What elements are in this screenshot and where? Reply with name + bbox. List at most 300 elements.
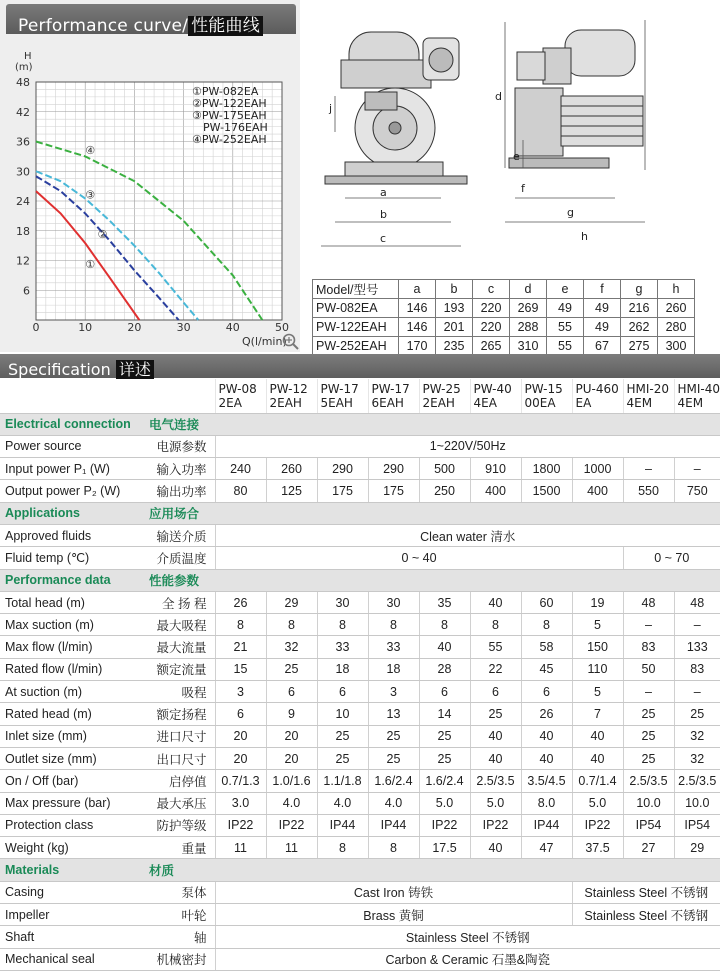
specification-header	[0, 354, 720, 378]
performance-row	[0, 770, 720, 792]
model-header-row	[0, 379, 720, 413]
dim-header: a	[399, 280, 436, 299]
row-label-cn: 最大吸程	[145, 614, 215, 636]
dim-value-cell: 55	[547, 337, 584, 356]
row-label-cn: 最大流量	[145, 636, 215, 658]
row-label-cn: 电源参数	[145, 435, 215, 457]
value-cell: 8	[419, 614, 470, 636]
section-title-en: Materials	[0, 859, 145, 881]
dim-label-f: f	[521, 182, 525, 195]
model-name	[572, 379, 623, 413]
value-cell: 25	[317, 725, 368, 747]
section-title-en: Applications	[0, 502, 145, 524]
value-cell: IP44	[521, 814, 572, 836]
row-label-en: Weight (kg)	[0, 837, 145, 859]
dim-value-cell: 170	[399, 337, 436, 356]
dim-value-cell: 220	[473, 318, 510, 337]
model-name	[266, 379, 317, 413]
value-cell: 6	[521, 681, 572, 703]
dim-label-j: j	[329, 102, 333, 115]
value-cell: 4.0	[317, 792, 368, 814]
value-cell: IP54	[623, 814, 674, 836]
dim-value-cell: 265	[473, 337, 510, 356]
value-cell: 1.6/2.4	[419, 770, 470, 792]
x-tick-label: 10	[78, 321, 93, 334]
value-cell: 4.0	[368, 792, 419, 814]
value-cell: 2.5/3.5	[674, 770, 720, 792]
pump-front-view	[325, 32, 467, 184]
dim-value-cell: 49	[547, 299, 584, 318]
value-cell: 125	[266, 480, 317, 502]
series-marker-label: ①	[85, 257, 96, 271]
section-fill	[215, 502, 720, 524]
value-cell: 33	[368, 636, 419, 658]
performance-row	[0, 591, 720, 613]
value-cell: IP44	[368, 814, 419, 836]
spec-title-en: Specification	[8, 360, 111, 379]
value-cell: 32	[266, 636, 317, 658]
row-label-en: Rated flow (l/min)	[0, 658, 145, 680]
legend-entry: ①PW-082EA	[192, 85, 259, 98]
value-cell: 83	[674, 658, 720, 680]
value-cell: 25	[419, 747, 470, 769]
x-axis-ticks	[33, 321, 290, 334]
shaft-row	[0, 926, 720, 948]
dim-value-cell: 220	[473, 299, 510, 318]
value-cell: 6	[317, 681, 368, 703]
row-label-en: At suction (m)	[0, 681, 145, 703]
value-cell: Stainless Steel 不锈钢	[572, 904, 720, 926]
spec-title-cn: 详述	[116, 360, 154, 379]
value-cell: 1~220V/50Hz	[215, 435, 720, 457]
value-cell: 18	[317, 658, 368, 680]
model-name	[521, 379, 572, 413]
value-cell: 48	[623, 591, 674, 613]
row-label-cn: 进口尺寸	[145, 725, 215, 747]
value-cell: 29	[266, 591, 317, 613]
dim-value-cell: 280	[658, 318, 695, 337]
value-cell: 8	[266, 614, 317, 636]
section-title-cn: 应用场合	[145, 502, 215, 524]
value-cell: 550	[623, 480, 674, 502]
dim-label-e: e	[513, 150, 520, 163]
y-tick-label: 6	[23, 284, 30, 298]
value-cell: 26	[521, 703, 572, 725]
value-cell: 10	[317, 703, 368, 725]
value-cell: Brass 黄铜	[215, 904, 572, 926]
value-cell: IP22	[572, 814, 623, 836]
model-name-text: PW-175EAH	[320, 381, 359, 410]
y-tick-label: 30	[16, 165, 30, 179]
power-source-row	[0, 435, 720, 457]
value-cell: 750	[674, 480, 720, 502]
value-cell: IP22	[215, 814, 266, 836]
row-label-cn: 出口尺寸	[145, 747, 215, 769]
value-cell: 35	[419, 591, 470, 613]
value-cell: 3.0	[215, 792, 266, 814]
section-title-en: Performance data	[0, 569, 145, 591]
value-cell: 32	[674, 725, 720, 747]
row-label-en: Rated head (m)	[0, 703, 145, 725]
value-cell: Clean water 清水	[215, 524, 720, 546]
value-cell: 2.5/3.5	[470, 770, 521, 792]
x-tick-label: 30	[176, 321, 191, 334]
value-cell: 40	[470, 591, 521, 613]
dim-value-cell: 235	[436, 337, 473, 356]
value-cell: 21	[215, 636, 266, 658]
performance-row	[0, 837, 720, 859]
value-cell: 2.5/3.5	[623, 770, 674, 792]
value-cell: IP44	[317, 814, 368, 836]
value-cell: 25	[623, 725, 674, 747]
dim-header: f	[584, 280, 621, 299]
value-cell: 40	[470, 747, 521, 769]
value-cell: 37.5	[572, 837, 623, 859]
row-label-en: Protection class	[0, 814, 145, 836]
dim-value-cell: 260	[658, 299, 695, 318]
value-cell: 0 ~ 40	[215, 547, 623, 569]
dim-header: h	[658, 280, 695, 299]
value-cell: 25	[623, 747, 674, 769]
legend-entry: ④PW-252EAH	[192, 133, 267, 146]
y-tick-label: 18	[16, 224, 30, 238]
value-cell: 25	[470, 703, 521, 725]
dim-label-h: h	[581, 230, 588, 243]
value-cell: 400	[572, 480, 623, 502]
value-cell: 133	[674, 636, 720, 658]
performance-row	[0, 703, 720, 725]
row-label-en: Output power P₂ (W)	[0, 480, 145, 502]
value-cell: 3	[215, 681, 266, 703]
value-cell: 8	[368, 837, 419, 859]
x-tick-label: 40	[225, 321, 240, 334]
performance-row	[0, 636, 720, 658]
value-cell: –	[623, 614, 674, 636]
row-label-cn: 全 扬 程	[145, 591, 215, 613]
value-cell: 83	[623, 636, 674, 658]
row-label-cn: 轴	[145, 926, 215, 948]
value-cell: 175	[317, 480, 368, 502]
model-name	[215, 379, 266, 413]
dim-header-model: Model/型号	[313, 280, 399, 299]
value-cell: 40	[572, 725, 623, 747]
value-cell: 40	[521, 725, 572, 747]
y-axis-ticks	[16, 76, 30, 297]
value-cell: 8	[317, 837, 368, 859]
value-cell: 3.5/4.5	[521, 770, 572, 792]
model-name	[470, 379, 521, 413]
value-cell: 17.5	[419, 837, 470, 859]
approved-fluids-row	[0, 524, 720, 546]
row-label-cn: 额定扬程	[145, 703, 215, 725]
value-cell: –	[674, 681, 720, 703]
value-cell: Carbon & Ceramic 石墨&陶瓷	[215, 948, 720, 970]
value-cell: 11	[266, 837, 317, 859]
model-name	[674, 379, 720, 413]
value-cell: 10.0	[623, 792, 674, 814]
row-label-cn: 泵体	[145, 881, 215, 903]
row-label-en: Shaft	[0, 926, 145, 948]
value-cell: 1000	[572, 458, 623, 480]
value-cell: 25	[419, 725, 470, 747]
dim-value-cell: 216	[621, 299, 658, 318]
value-cell: 5	[572, 614, 623, 636]
header-blank	[0, 379, 215, 413]
row-label-en: Outlet size (mm)	[0, 747, 145, 769]
value-cell: 25	[674, 703, 720, 725]
value-cell: 45	[521, 658, 572, 680]
row-label-en: Power source	[0, 435, 145, 457]
dim-header: d	[510, 280, 547, 299]
performance-row	[0, 658, 720, 680]
section-row-applications	[0, 502, 720, 524]
value-cell: 18	[368, 658, 419, 680]
value-cell: 30	[317, 591, 368, 613]
value-cell: 80	[215, 480, 266, 502]
section-row-materials	[0, 859, 720, 881]
value-cell: 40	[470, 725, 521, 747]
dim-value-cell: 275	[621, 337, 658, 356]
section-row-performance	[0, 569, 720, 591]
section-fill	[215, 569, 720, 591]
dim-value-cell: 146	[399, 299, 436, 318]
value-cell: 25	[368, 725, 419, 747]
row-label-en: Fluid temp (℃)	[0, 547, 145, 569]
value-cell: 0.7/1.4	[572, 770, 623, 792]
legend-entry: PW-176EAH	[203, 121, 268, 134]
value-cell: 55	[470, 636, 521, 658]
row-label-en: Approved fluids	[0, 524, 145, 546]
section-title-en: Electrical connection	[0, 413, 145, 435]
model-name	[368, 379, 419, 413]
value-cell: 1.6/2.4	[368, 770, 419, 792]
row-label-en: Max suction (m)	[0, 614, 145, 636]
dim-value-cell: 55	[547, 318, 584, 337]
dim-value-cell: 49	[584, 318, 621, 337]
model-name-text: PW-252EAH	[422, 381, 461, 410]
value-cell: –	[674, 458, 720, 480]
value-cell: –	[674, 614, 720, 636]
dim-value-cell: 67	[584, 337, 621, 356]
value-cell: 25	[317, 747, 368, 769]
value-cell: –	[623, 458, 674, 480]
value-cell: 40	[419, 636, 470, 658]
value-cell: 10.0	[674, 792, 720, 814]
model-name	[317, 379, 368, 413]
curve-title-cn: 性能曲线	[188, 16, 263, 36]
row-label-en: Mechanical seal	[0, 948, 145, 970]
value-cell: 40	[572, 747, 623, 769]
value-cell: 14	[419, 703, 470, 725]
value-cell: 1.0/1.6	[266, 770, 317, 792]
dim-label-c: c	[380, 232, 387, 245]
value-cell: 25	[623, 703, 674, 725]
row-label-en: Max pressure (bar)	[0, 792, 145, 814]
value-cell: 9	[266, 703, 317, 725]
value-cell: 33	[317, 636, 368, 658]
value-cell: IP22	[419, 814, 470, 836]
value-cell: 7	[572, 703, 623, 725]
dim-label-a: a	[380, 186, 387, 199]
value-cell: 25	[266, 658, 317, 680]
value-cell: 8	[215, 614, 266, 636]
value-cell: 50	[623, 658, 674, 680]
value-cell: 260	[266, 458, 317, 480]
value-cell: 8	[521, 614, 572, 636]
value-cell: 20	[266, 725, 317, 747]
value-cell: 5.0	[572, 792, 623, 814]
row-label-cn: 额定流量	[145, 658, 215, 680]
dim-value-cell: 269	[510, 299, 547, 318]
dim-header: e	[547, 280, 584, 299]
value-cell: 6	[470, 681, 521, 703]
row-label-cn: 输入功率	[145, 458, 215, 480]
row-label-cn: 启停值	[145, 770, 215, 792]
model-name	[419, 379, 470, 413]
value-cell: Cast Iron 铸铁	[215, 881, 572, 903]
model-name-text: PW-404EA	[473, 381, 512, 410]
value-cell: 910	[470, 458, 521, 480]
dim-value-cell: 310	[510, 337, 547, 356]
y-tick-label: 24	[16, 195, 30, 208]
dimension-table	[312, 279, 695, 356]
value-cell: 19	[572, 591, 623, 613]
value-cell: 13	[368, 703, 419, 725]
value-cell: IP22	[266, 814, 317, 836]
value-cell: 40	[521, 747, 572, 769]
row-label-en: On / Off (bar)	[0, 770, 145, 792]
dimension-row	[313, 299, 695, 318]
dim-header: b	[436, 280, 473, 299]
specification-table-body	[0, 379, 720, 970]
y-tick-label: 42	[16, 105, 30, 119]
value-cell: 4.0	[266, 792, 317, 814]
section-fill	[215, 859, 720, 881]
dimension-table-body	[313, 299, 695, 356]
value-cell: 8	[470, 614, 521, 636]
legend-entry: ③PW-175EAH	[192, 109, 267, 122]
row-label-en: Total head (m)	[0, 591, 145, 613]
row-label-cn: 最大承压	[145, 792, 215, 814]
value-cell: 8	[317, 614, 368, 636]
dim-header: g	[621, 280, 658, 299]
value-cell: 11	[215, 837, 266, 859]
performance-row	[0, 725, 720, 747]
dim-label-g: g	[567, 206, 574, 219]
dimension-row	[313, 337, 695, 356]
dim-model-cell: PW-252EAH	[313, 337, 399, 356]
chart-legend	[192, 85, 268, 146]
value-cell: 58	[521, 636, 572, 658]
dim-value-cell: 146	[399, 318, 436, 337]
value-cell: 150	[572, 636, 623, 658]
value-cell: 500	[419, 458, 470, 480]
model-name-text: HMI-204EM	[626, 381, 670, 410]
value-cell: 1500	[521, 480, 572, 502]
value-cell: 47	[521, 837, 572, 859]
x-tick-label: 0	[32, 321, 40, 334]
performance-chart	[0, 0, 300, 352]
series-marker-label: ②	[97, 228, 108, 242]
row-label-en: Casing	[0, 881, 145, 903]
row-label-cn: 输送介质	[145, 524, 215, 546]
row-label-cn: 输出功率	[145, 480, 215, 502]
row-label-en: Impeller	[0, 904, 145, 926]
value-cell: 8	[368, 614, 419, 636]
dim-model-cell: PW-122EAH	[313, 318, 399, 337]
input-power-row	[0, 458, 720, 480]
y-axis-unit: (m)	[15, 62, 33, 73]
dim-label-b: b	[380, 208, 387, 221]
value-cell: 8.0	[521, 792, 572, 814]
dim-value-cell: 262	[621, 318, 658, 337]
model-name-text: HMI-404EM	[677, 381, 720, 410]
row-label-cn: 吸程	[145, 681, 215, 703]
value-cell: 175	[368, 480, 419, 502]
casing-row	[0, 881, 720, 903]
value-cell: 6	[266, 681, 317, 703]
x-tick-label: 50	[275, 321, 289, 334]
section-title-cn: 性能参数	[145, 569, 215, 591]
dimension-table-header	[313, 280, 695, 299]
model-name-text: PU-460EA	[575, 381, 619, 410]
performance-row	[0, 814, 720, 836]
row-label-cn: 重量	[145, 837, 215, 859]
value-cell: 0.7/1.3	[215, 770, 266, 792]
value-cell: 400	[470, 480, 521, 502]
output-power-row	[0, 480, 720, 502]
model-name-text: PW-122EAH	[269, 381, 308, 410]
model-name-text: PW-082EA	[218, 381, 257, 410]
value-cell: 6	[215, 703, 266, 725]
value-cell: 20	[215, 725, 266, 747]
value-cell: 32	[674, 747, 720, 769]
model-name-text: PW-1500EA	[524, 381, 563, 410]
performance-row	[0, 792, 720, 814]
value-cell: 48	[674, 591, 720, 613]
pump-side-view	[509, 30, 643, 168]
row-label-en: Max flow (l/min)	[0, 636, 145, 658]
x-tick-label: 20	[127, 321, 142, 334]
x-axis-label: Q(l/min)	[242, 335, 287, 348]
dim-value-cell: 201	[436, 318, 473, 337]
value-cell: 26	[215, 591, 266, 613]
dim-header: c	[473, 280, 510, 299]
value-cell: 20	[266, 747, 317, 769]
series-marker-label: ④	[85, 143, 96, 157]
section-fill	[215, 413, 720, 435]
value-cell: 15	[215, 658, 266, 680]
specification-table	[0, 379, 720, 971]
fluid-temp-row	[0, 547, 720, 569]
value-cell: 290	[317, 458, 368, 480]
seal-row	[0, 948, 720, 970]
dim-label-d: d	[495, 90, 502, 103]
value-cell: 1800	[521, 458, 572, 480]
model-name	[623, 379, 674, 413]
model-name-text: PW-176EAH	[371, 381, 410, 410]
value-cell: 5	[572, 681, 623, 703]
value-cell: Stainless Steel 不锈钢	[572, 881, 720, 903]
performance-row	[0, 614, 720, 636]
dim-model-cell: PW-082EA	[313, 299, 399, 318]
dim-value-cell: 300	[658, 337, 695, 356]
value-cell: 110	[572, 658, 623, 680]
legend-entry: ②PW-122EAH	[192, 97, 267, 110]
row-label-cn: 介质温度	[145, 547, 215, 569]
row-label-en: Inlet size (mm)	[0, 725, 145, 747]
value-cell: IP54	[674, 814, 720, 836]
